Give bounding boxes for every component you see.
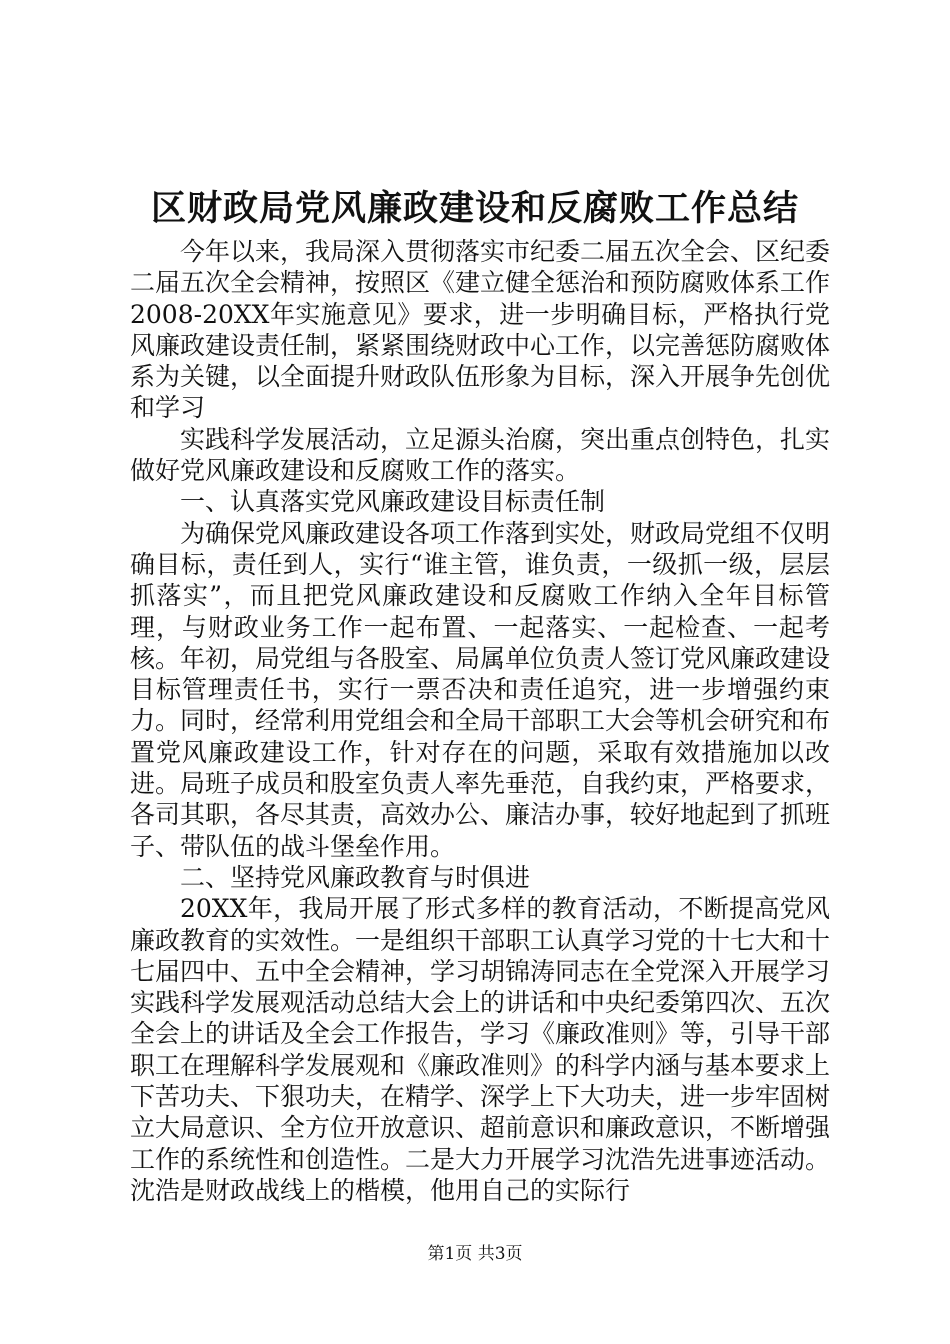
- paragraph-section-2: 20XX年，我局开展了形式多样的教育活动，不断提高党风廉政教育的实效性。一是组织干部职工认真学习党的十七大和十七届四中、五中全会精神，学习胡锦涛同志在全党深入开展学习实践科学发展观活动总结大会上的讲话和中央纪委第四次、五次全会上的讲话及全会工作报告，学习《廉政准则》等，引导干部职工在理解科学发展观和《廉政准则》的科学内涵与基本要求上下苦功夫、下狠功夫，在精学、深学上下大功夫，进一步牢固树立大局意识、全方位开放意识、超前意识和廉政意识，不断增强工作的系统性和创造性。二是大力开展学习沈浩先进事迹活动。沈浩是财政战线上的楷模，他用自己的实际行: [130, 894, 831, 1205]
- page-number-footer: 第1页 共3页: [427, 1244, 523, 1264]
- document-body: [130, 236, 830, 1206]
- paragraph-intro: 今年以来，我局深入贯彻落实市纪委二届五次全会、区纪委二届五次全会精神，按照区《建立健全惩治和预防腐败体系工作2008-20XX年实施意见》要求，进一步明确目标，严格执行党风廉政建设责任制，紧紧围绕财政中心工作，以完善惩防腐败体系为关键，以全面提升财政队伍形象为目标，深入开展争先创优和学习: [130, 237, 831, 423]
- section-heading-2: 二、坚持党风廉政教育与时俱进: [180, 862, 531, 892]
- document-title: 区财政局党风廉政建设和反腐败工作总结: [150, 188, 799, 229]
- paragraph-intro-continued: 实践科学发展活动，立足源头治腐，突出重点创特色，扎实做好党风廉政建设和反腐败工作的落实。: [130, 424, 831, 486]
- section-heading-1: 一、认真落实党风廉政建设目标责任制: [180, 487, 606, 517]
- paragraph-section-1: 为确保党风廉政建设各项工作落到实处，财政局党组不仅明确目标，责任到人，实行“谁主管，谁负责，一级抓一级，层层抓落实”，而且把党风廉政建设和反腐败工作纳入全年目标管理，与财政业务工作一起布置、一起落实、一起检查、一起考核。年初，局党组与各股室、局属单位负责人签订党风廉政建设目标管理责任书，实行一票否决和责任追究，进一步增强约束力。同时，经常利用党组会和全局干部职工大会等机会研究和布置党风廉政建设工作，针对存在的问题，采取有效措施加以改进。局班子成员和股室负责人率先垂范，自我约束，严格要求，各司其职，各尽其责，高效办公、廉洁办事，较好地起到了抓班子、带队伍的战斗堡垒作用。: [130, 518, 831, 861]
